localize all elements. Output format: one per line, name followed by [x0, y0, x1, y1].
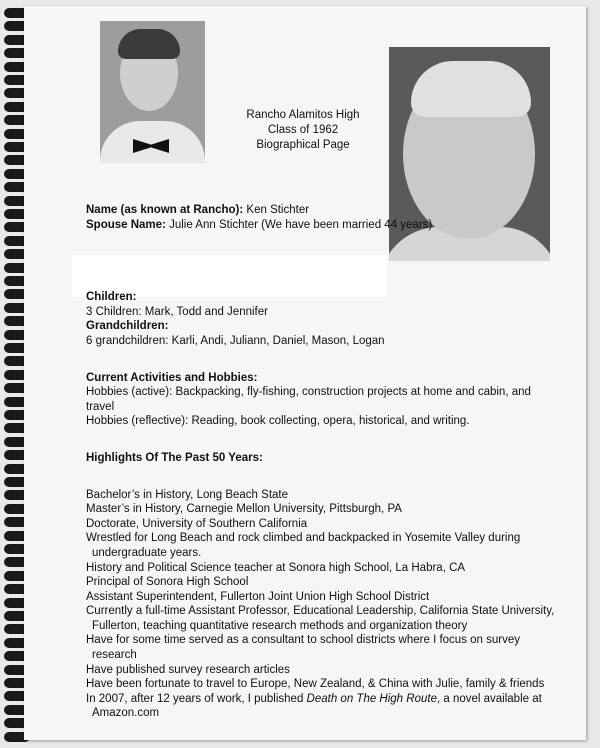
highlight-item: Assistant Superintendent, Fullerton Joint Union High School District [86, 590, 430, 603]
novel-suffix: , a novel available at Amazon.com [92, 692, 542, 720]
highlight-item: Have published survey research articles [86, 663, 290, 676]
highlight-item: History and Political Science teacher at Sonora high School, La Habra, CA [86, 561, 466, 574]
children-heading: Children: [86, 291, 137, 304]
yearbook-photo [100, 21, 205, 163]
highlight-item: Have for some time served as a consultant to school districts where I focus on survey research [86, 634, 520, 662]
highlight-item: Currently a full-time Assistant Professor, Educational Leadership, California State University, Fullerton, teaching quantitative research methods and organization theory [86, 605, 555, 632]
highlights-list [86, 488, 556, 692]
name-line [86, 203, 556, 218]
name-value: Ken Stichter [246, 204, 310, 216]
hobbies-active: Hobbies (active): Backpacking, fly-fishing, construction projects at home and cabin, and travel [86, 386, 531, 413]
grandchildren-value: 6 grandchildren: Karli, Andi, Juliann, Daniel, Mason, Logan [86, 334, 385, 347]
novel-title: Death on The High Route [306, 692, 437, 705]
name-label: Name (as known at Rancho): [86, 204, 244, 216]
spouse-label: Spouse Name: [86, 218, 166, 231]
activities-heading: Current Activities and Hobbies: [86, 371, 258, 384]
bio-content [86, 203, 556, 721]
hobbies-reflective: Hobbies (reflective): Reading, book collecting, opera, historical, and writing. [86, 415, 470, 428]
highlight-item: Wrestled for Long Beach and rock climbed and backpacked in Yosemite Valley during undergraduate years. [86, 532, 521, 559]
grandchildren-heading: Grandchildren: [86, 320, 169, 333]
class-year: Class of 1962 [267, 124, 339, 136]
children-value: 3 Children: Mark, Todd and Jennifer [86, 305, 268, 318]
highlight-item: Master’s in History, Carnegie Mellon University, Pittsburgh, PA [86, 503, 402, 516]
highlight-item: Have been fortunate to travel to Europe, New Zealand, & China with Julie, family & friends [86, 678, 545, 691]
spouse-value: Julie Ann Stichter (We have been married 44 years) [169, 218, 433, 231]
highlight-item-novel [86, 692, 556, 721]
highlight-item: Bachelor’s in History, Long Beach State [86, 488, 289, 501]
page-type: Biographical Page [256, 139, 350, 151]
page-header [218, 108, 388, 153]
highlight-item: Principal of Sonora High School [86, 576, 249, 589]
novel-prefix: In 2007, after 12 years of work, I published [86, 692, 307, 705]
spouse-line [86, 218, 556, 233]
school-name: Rancho Alamitos High [246, 109, 360, 121]
highlights-heading: Highlights Of The Past 50 Years: [86, 451, 263, 464]
highlight-item: Doctorate, University of Southern California [86, 517, 308, 530]
